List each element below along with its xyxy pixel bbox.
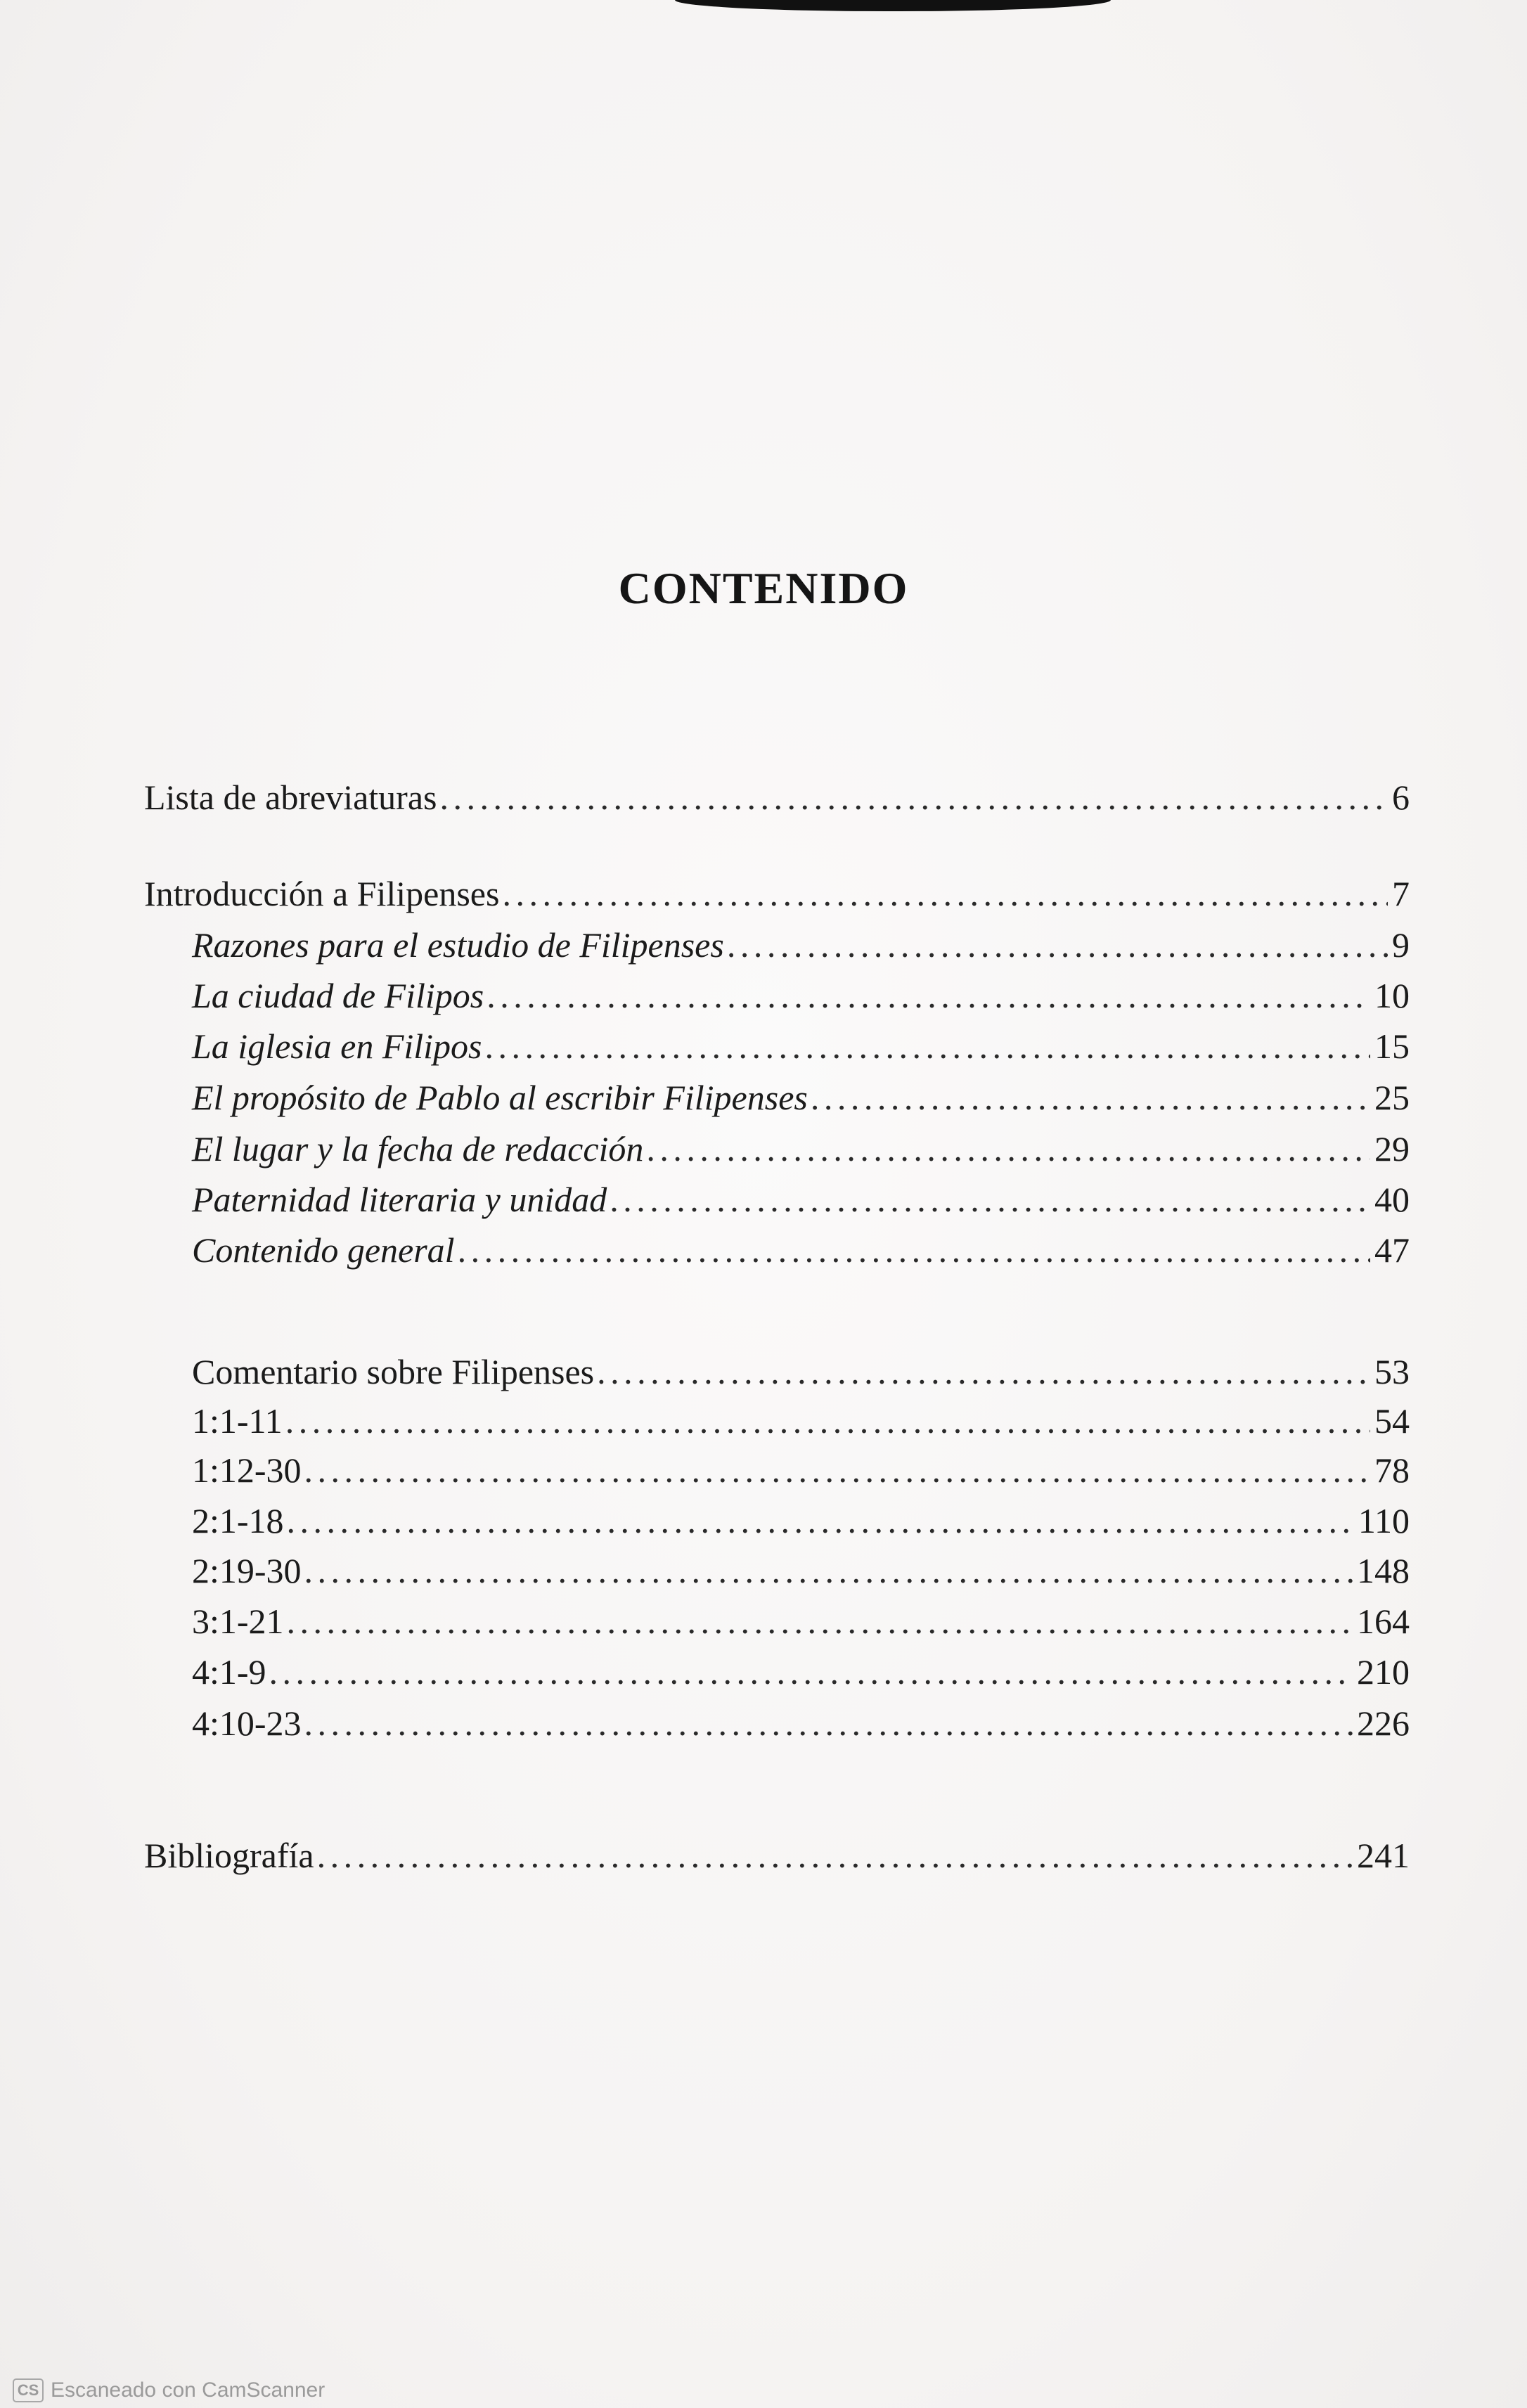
dot-leader <box>727 923 1388 967</box>
toc-entry-page-number: 6 <box>1392 778 1410 817</box>
toc-entry <box>192 1499 1410 1543</box>
toc-entry-label: Lista de abreviaturas <box>144 778 437 817</box>
toc-entry-label: Paternidad literaria y unidad <box>192 1180 607 1219</box>
toc-entry-label: Introducción a Filipenses <box>144 874 500 913</box>
dot-leader <box>304 1701 1353 1745</box>
dot-leader <box>439 775 1388 819</box>
toc-entry-page-number: 25 <box>1374 1078 1410 1117</box>
toc-entry-label: Bibliografía <box>144 1836 314 1875</box>
dot-leader <box>287 1599 1353 1643</box>
dot-leader <box>610 1178 1370 1221</box>
toc-entry-page-number: 226 <box>1357 1704 1410 1743</box>
toc-entry-page-number: 210 <box>1357 1652 1410 1692</box>
toc-entry-label: La ciudad de Filipos <box>192 976 484 1015</box>
toc-entry-label: Contenido general <box>192 1230 455 1270</box>
toc-entry <box>144 1834 1410 1877</box>
dot-leader <box>285 1399 1370 1443</box>
toc-entry-label: 4:1-9 <box>192 1652 266 1692</box>
watermark-text: Escaneado con CamScanner <box>51 2378 326 2402</box>
toc-entry-label: 2:19-30 <box>192 1551 302 1590</box>
page-title: CONTENIDO <box>618 563 909 613</box>
toc-entry-page-number: 148 <box>1357 1551 1410 1590</box>
toc-entry-page-number: 110 <box>1358 1501 1410 1540</box>
dot-leader <box>502 872 1388 915</box>
toc-entry <box>192 923 1410 967</box>
toc-entry <box>144 872 1410 915</box>
toc-entry <box>144 775 1410 819</box>
toc-entry-page-number: 54 <box>1374 1401 1410 1441</box>
toc-entry <box>192 1228 1410 1272</box>
dot-leader <box>287 1499 1354 1543</box>
toc-entry <box>192 1549 1410 1592</box>
toc-entry-label: Razones para el estudio de Filipenses <box>192 925 724 965</box>
toc-entry <box>192 1076 1410 1119</box>
toc-entry-label: 2:1-18 <box>192 1501 284 1540</box>
toc-entry <box>192 1350 1410 1393</box>
dot-leader <box>811 1076 1370 1119</box>
dot-leader <box>304 1448 1370 1492</box>
toc-entry-label: La iglesia en Filipos <box>192 1026 482 1066</box>
scan-edge-shadow <box>675 0 1111 11</box>
dot-leader <box>317 1834 1353 1877</box>
toc-entry-label: Comentario sobre Filipenses <box>192 1352 595 1391</box>
toc-entry-page-number: 9 <box>1392 925 1410 965</box>
toc-entry <box>192 1701 1410 1745</box>
toc-entry-label: 4:10-23 <box>192 1704 302 1743</box>
toc-entry <box>192 1399 1410 1443</box>
toc-entry-label: El lugar y la fecha de redacción <box>192 1129 644 1168</box>
toc-entry-page-number: 53 <box>1374 1352 1410 1391</box>
dot-leader <box>646 1127 1370 1171</box>
dot-leader <box>485 1024 1371 1068</box>
toc-entry-page-number: 241 <box>1357 1836 1410 1875</box>
camscanner-watermark <box>13 2378 325 2402</box>
dot-leader <box>269 1650 1353 1694</box>
toc-entry-label: El propósito de Pablo al escribir Filipenses <box>192 1078 808 1117</box>
toc-entry-label: 1:1-11 <box>192 1401 283 1441</box>
toc-entry <box>192 1178 1410 1221</box>
toc-entry-page-number: 29 <box>1374 1129 1410 1168</box>
toc-entry <box>192 1024 1410 1068</box>
toc-entry-page-number: 47 <box>1374 1230 1410 1270</box>
dot-leader <box>304 1549 1353 1592</box>
toc-entry-page-number: 15 <box>1374 1026 1410 1066</box>
toc-entry-page-number: 7 <box>1392 874 1410 913</box>
camscanner-logo-icon: CS <box>13 2378 44 2402</box>
dot-leader <box>597 1350 1370 1393</box>
toc-entry-page-number: 40 <box>1374 1180 1410 1219</box>
toc-entry <box>192 1448 1410 1492</box>
toc-entry <box>192 1599 1410 1643</box>
toc-entry-label: 3:1-21 <box>192 1602 284 1641</box>
toc-entry <box>192 1650 1410 1694</box>
toc-entry-page-number: 164 <box>1357 1602 1410 1641</box>
toc-entry <box>192 974 1410 1017</box>
toc-entry-page-number: 78 <box>1374 1450 1410 1490</box>
toc-entry-label: 1:12-30 <box>192 1450 302 1490</box>
toc-entry-page-number: 10 <box>1374 976 1410 1015</box>
dot-leader <box>487 974 1370 1017</box>
toc-entry <box>192 1127 1410 1171</box>
dot-leader <box>458 1228 1370 1272</box>
